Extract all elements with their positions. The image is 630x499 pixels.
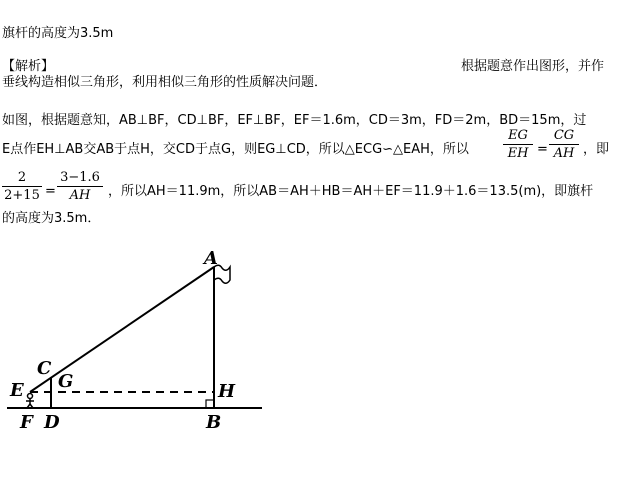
solution-line-2a: E点作EH⊥AB交AB于点H，交CD于点G，则EG⊥CD，所以△ECG∽△EAH，所以 (2, 142, 469, 157)
analysis-hint-line2: 垂线构造相似三角形，利用相似三角形的性质解决问题． (2, 75, 328, 90)
fraction-denominator: EH (507, 146, 529, 161)
right-angle-mark (206, 400, 214, 408)
fraction-numerator: EG (508, 128, 528, 143)
label-f: F (20, 412, 33, 433)
label-g: G (58, 371, 74, 392)
solution-line-3: ，所以AH＝11.9m，所以AB＝AH＋HB＝AH＋EF＝11.9＋1.6＝13.5(m)，即旗杆 (108, 184, 594, 199)
label-b: B (206, 412, 222, 433)
label-a: A (204, 248, 218, 269)
fraction-denominator: AH (553, 146, 575, 161)
solution-line-2b: ，即 (583, 142, 610, 157)
fraction-numerator: 2 (17, 170, 27, 185)
label-c: C (37, 358, 52, 379)
analysis-label: 【解析】 (2, 59, 55, 74)
fraction-denominator: 2+15 (4, 188, 40, 203)
fraction-denominator: AH (69, 188, 91, 203)
person-icon (26, 394, 34, 409)
solution-line-1: 如图，根据题意知，AB⊥BF，CD⊥BF，EF⊥BF，EF＝1.6m，CD＝3m，FD＝2m，BD＝15m，过 (2, 113, 587, 128)
label-h: H (218, 381, 236, 402)
label-d: D (44, 412, 60, 433)
fraction-numerator: 3−1.6 (60, 170, 100, 185)
equals-sign: = (45, 184, 56, 199)
fraction-numerator: CG (553, 128, 575, 143)
equals-sign: = (537, 142, 548, 157)
answer-line: 旗杆的高度为3.5m (2, 26, 114, 41)
solution-line-4: 的高度为3.5m． (2, 211, 101, 226)
analysis-hint-right: 根据题意作出图形，并作 (461, 59, 605, 74)
label-e: E (10, 380, 24, 401)
